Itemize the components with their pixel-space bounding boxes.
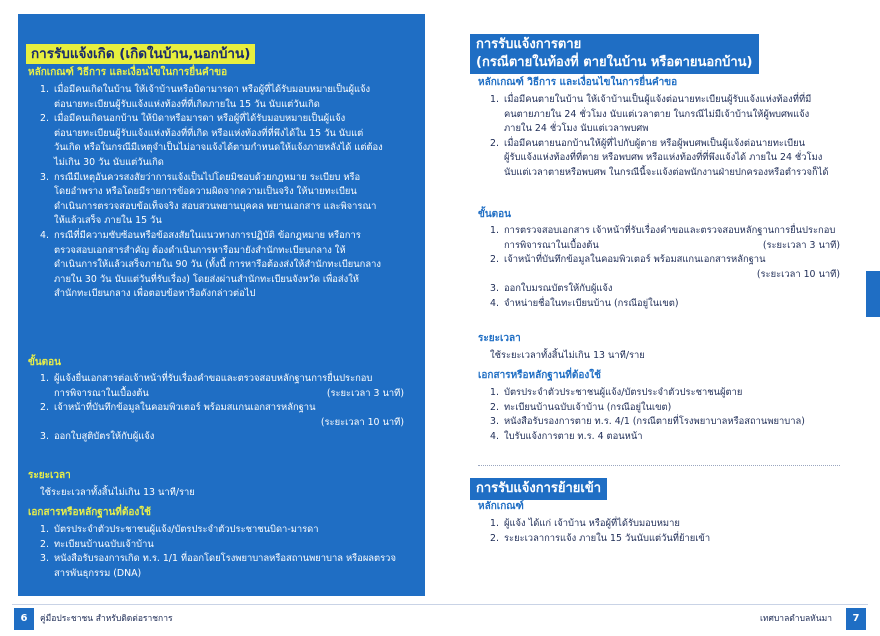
move-in-criteria-item [490,532,842,547]
footer-right-text: เทศบาลตำบลหันมา [760,614,832,624]
birth-step-item-number: 3. [40,431,49,443]
death-criteria-item-number: 2. [490,137,499,149]
birth-docs-heading: เอกสารหรือหลักฐานที่ต้องใช้ [28,507,151,518]
death-docs-list [490,386,842,444]
birth-step-item-text: ออกใบสูติบัตรให้กับผู้แจ้ง [54,431,155,443]
birth-steps-list [40,372,404,445]
death-doc-item-line: บัตรประจำตัวประชาชนผู้แจ้ง/บัตรประจำตัวประชาชนผู้ตาย [504,387,743,398]
death-criteria-item [490,93,842,137]
move-in-criteria-item-number: 1. [490,518,499,529]
birth-doc-item-number: 1. [40,524,49,535]
death-criteria-item-line: ภายใน 24 ชั่วโมง นับแต่เวลาพบศพ [504,123,649,135]
birth-criteria-item-line: ตรวจสอบเอกสารสำคัญ ต้องดำเนินการหารือมายังสำนักทะเบียนกลาง ให้ [54,244,346,256]
birth-criteria-item-line: เมื่อมีคนเกิดในบ้าน ให้เจ้าบ้านหรือบิดามารดา หรือผู้ที่ได้รับมอบหมายเป็นผู้แจ้ง [54,84,371,95]
death-steps-heading: ขั้นตอน [478,209,512,220]
birth-criteria-item-line: ภายใน 30 วัน นับแต่วันที่รับเรื่อง) โดยส่งผ่านสำนักทะเบียนจังหวัด เพื่อส่งให้ [54,273,359,285]
death-criteria-item-line: คนตายภายใน 24 ชั่วโมง นับแต่เวลาตาย ในกรณีไม่มีเจ้าบ้านให้ผู้พบศพแจ้ง [504,108,810,120]
death-doc-item [490,430,842,445]
death-doc-item-number: 4. [490,430,499,442]
birth-criteria-item-line: วันเกิด หรือในกรณีมีเหตุจำเป็นไม่อาจแจ้งได้ตามกำหนดให้แจ้งภายหลังได้ แต่ต้อง [54,142,383,154]
birth-criteria-item [40,229,412,302]
footer-left-text: คู่มือประชาชน สำหรับติดต่อราชการ [40,614,173,624]
death-step-item-text: ออกใบมรณบัตรให้กับผู้แจ้ง [504,283,613,295]
birth-step-item-number: 1. [40,373,49,384]
birth-criteria-list [40,83,412,302]
death-doc-item [490,401,842,416]
birth-step-item-line2: การพิจารณาในเบื้องต้น [54,387,149,399]
birth-criteria-item-number: 3. [40,171,49,183]
death-step-item-text: การตรวจสอบเอกสาร เจ้าหน้าที่รับเรื่องคำขอและตรวจสอบหลักฐานการยื่นประกอบ [504,225,836,236]
move-in-criteria-item-line: ผู้แจ้ง ได้แก่ เจ้าบ้าน หรือผู้ที่ได้รับมอบหมาย [504,518,680,529]
death-criteria-list [490,93,842,181]
death-step-item-time: (ระยะเวลา 10 นาที) [756,268,840,280]
move-in-title: การรับแจ้งการย้ายเข้า [470,478,607,500]
birth-criteria-item-line: กรณีมีเหตุอันควรสงสัยว่าการแจ้งเป็นไปโดยมิชอบด้วยกฎหมาย ระเบียบ หรือ [54,171,361,183]
death-doc-item-number: 2. [490,401,499,413]
death-step-item-line2: การพิจารณาในเบื้องต้น [504,239,599,251]
birth-criteria-item-line: กรณีที่มีความซับซ้อนหรือข้อสงสัยในแนวทางการปฏิบัติ ข้อกฎหมาย หรือการ [54,229,361,241]
birth-doc-item-number: 2. [40,538,49,550]
death-doc-item-number: 1. [490,387,499,398]
death-title-line1: การรับแจ้งการตาย [476,37,582,52]
birth-registration-panel [18,14,425,596]
death-step-item [490,253,840,282]
death-duration-heading: ระยะเวลา [478,333,521,344]
birth-title: การรับแจ้งเกิด (เกิดในบ้าน,นอกบ้าน) [26,44,255,64]
death-criteria-item-line: เมื่อมีคนตายนอกบ้านให้ผู้ที่ไปกับผู้ตาย หรือผู้พบศพเป็นผู้แจ้งต่อนายทะเบียน [504,137,806,149]
birth-step-item-number: 2. [40,402,49,414]
birth-step-item-time: (ระยะเวลา 3 นาที) [326,387,404,399]
birth-step-item [40,372,404,401]
birth-criteria-item-line: ดำเนินการตรวจสอบข้อเท็จจริง สอบสวนพยานบุคคล พยานเอกสาร และพิจารณา [54,200,377,212]
birth-doc-item [40,538,412,553]
death-step-item-number: 4. [490,297,499,309]
move-in-criteria-item [490,517,842,532]
death-step-item-number: 1. [490,225,499,236]
birth-step-item-row [54,387,404,402]
section-tab-marker [866,271,880,317]
death-steps-list [490,224,840,312]
birth-doc-item-line: บัตรประจำตัวประชาชนผู้แจ้ง/บัตรประจำตัวประชาชนบิดา-มารดา [54,524,319,535]
death-step-item [490,224,840,253]
death-doc-item [490,415,842,430]
death-doc-item-line: หนังสือรับรองการตาย ท.ร. 4/1 (กรณีตายที่โรงพยาบาลหรือสถานพยาบาล) [504,416,805,428]
death-docs-heading: เอกสารหรือหลักฐานที่ต้องใช้ [478,370,601,381]
death-criteria-item-number: 1. [490,94,499,105]
death-title [470,34,759,74]
birth-steps-heading: ขั้นตอน [28,357,62,368]
birth-criteria-item-line: ให้แล้วเสร็จ ภายใน 15 วัน [54,215,162,227]
birth-criteria-item-line: ไม่เกิน 30 วัน นับแต่วันเกิด [54,156,164,168]
page-number-left: 6 [14,608,34,630]
death-step-item [490,297,840,312]
death-step-item-number: 3. [490,283,499,295]
move-in-criteria-item-number: 2. [490,532,499,544]
birth-criteria-item-line: ดำเนินการให้แล้วเสร็จภายใน 90 วัน (ทั้งนี้ การหารือต้องส่งให้สำนักทะเบียนกลาง [54,259,381,271]
birth-criteria-item-number: 2. [40,113,49,125]
birth-doc-item-line: หนังสือรับรองการเกิด ท.ร. 1/1 ที่ออกโดยโรงพยาบาลหรือสถานพยาบาล หรือผลตรวจ [54,553,396,565]
death-doc-item-number: 3. [490,416,499,428]
birth-criteria-heading: หลักเกณฑ์ วิธีการ และเงื่อนไขในการยื่นคำขอ [28,67,228,78]
death-criteria-item-line: เมื่อมีคนตายในบ้าน ให้เจ้าบ้านเป็นผู้แจ้งต่อนายทะเบียนผู้รับแจ้งแห่งท้องที่ที่มี [504,94,812,105]
death-title-line2: (กรณีตายในท้องที่ ตายในบ้าน หรือตายนอกบ้าน) [476,55,753,70]
birth-criteria-item-line: โดยอำพราง หรือโดยมีรายการข้อความผิดจากความเป็นจริง ให้นายทะเบียน [54,186,357,198]
death-step-item-time: (ระยะเวลา 3 นาที) [762,239,840,251]
move-in-criteria-item-line: ระยะเวลาการแจ้ง ภายใน 15 วันนับแต่วันที่ย้ายเข้า [504,532,711,544]
birth-criteria-item [40,171,412,229]
birth-step-item [40,430,404,445]
death-duration-text: ใช้ระยะเวลาทั้งสิ้นไม่เกิน 13 นาที/ราย [490,350,645,361]
death-doc-item-line: ใบรับแจ้งการตาย ท.ร. 4 ตอนหน้า [504,430,643,442]
birth-duration-text: ใช้ระยะเวลาทั้งสิ้นไม่เกิน 13 นาที/ราย [40,487,195,498]
birth-criteria-item-line: ต่อนายทะเบียนผู้รับแจ้งแห่งท้องที่ที่เกิด หรือแห่งท้องที่ที่พึงได้ใน 15 วัน นับแต่ [54,127,364,139]
birth-criteria-item-line: ต่อนายทะเบียนผู้รับแจ้งแห่งท้องที่ที่เกิดภายใน 15 วัน นับแต่วันเกิด [54,98,320,110]
birth-step-item [40,401,404,430]
birth-duration-heading: ระยะเวลา [28,470,71,481]
birth-doc-item [40,552,412,581]
birth-criteria-item [40,112,412,170]
death-criteria-heading: หลักเกณฑ์ วิธีการ และเงื่อนไขในการยื่นคำขอ [478,77,678,88]
birth-docs-list [40,523,412,581]
move-in-criteria-heading: หลักเกณฑ์ [478,501,524,512]
death-criteria-item-line: นับแต่เวลาตายหรือพบศพ ในกรณีนี้จะแจ้งต่อพนักงานฝ่ายปกครองหรือตำรวจก็ได้ [504,166,829,178]
birth-doc-item-number: 3. [40,553,49,565]
move-in-criteria-list [490,517,842,546]
birth-criteria-item [40,83,412,112]
death-doc-item-line: ทะเบียนบ้านฉบับเจ้าบ้าน (กรณีอยู่ในเขต) [504,401,672,413]
birth-step-item-text: เจ้าหน้าที่บันทึกข้อมูลในคอมพิวเตอร์ พร้อมสแกนเอกสารหลักฐาน [54,402,316,414]
birth-step-item-time: (ระยะเวลา 10 นาที) [320,416,404,428]
birth-doc-item [40,523,412,538]
page-number-right: 7 [846,608,866,630]
birth-doc-item-line: สารพันธุกรรม (DNA) [54,567,142,579]
birth-doc-item-line: ทะเบียนบ้านฉบับเจ้าบ้าน [54,538,154,550]
birth-criteria-item-number: 4. [40,229,49,241]
death-criteria-item [490,137,842,181]
death-doc-item [490,386,842,401]
death-step-item-number: 2. [490,254,499,266]
death-step-item-text: เจ้าหน้าที่บันทึกข้อมูลในคอมพิวเตอร์ พร้อมสแกนเอกสารหลักฐาน [504,254,766,266]
birth-criteria-item-line: เมื่อมีคนเกิดนอกบ้าน ให้บิดาหรือมารดา หรือผู้ที่ได้รับมอบหมายเป็นผู้แจ้ง [54,113,346,125]
birth-step-item-text: ผู้แจ้งยื่นเอกสารต่อเจ้าหน้าที่รับเรื่องคำขอและตรวจสอบหลักฐานการยื่นประกอบ [54,373,373,384]
footer-rule [12,604,868,605]
birth-criteria-item-number: 1. [40,84,49,95]
death-step-item-row [504,239,840,254]
death-criteria-item-line: ผู้รับแจ้งแห่งท้องที่ที่ตาย หรือพบศพ หรือแห่งท้องที่ที่พึงแจ้งได้ ภายใน 24 ชั่วโมง [504,152,823,164]
death-step-item [490,282,840,297]
birth-criteria-item-line: สำนักทะเบียนกลาง เพื่อตอบข้อหารือดังกล่าวต่อไป [54,288,256,300]
death-step-item-text: จำหน่ายชื่อในทะเบียนบ้าน (กรณีอยู่ในเขต) [504,297,679,309]
section-divider [478,465,840,466]
